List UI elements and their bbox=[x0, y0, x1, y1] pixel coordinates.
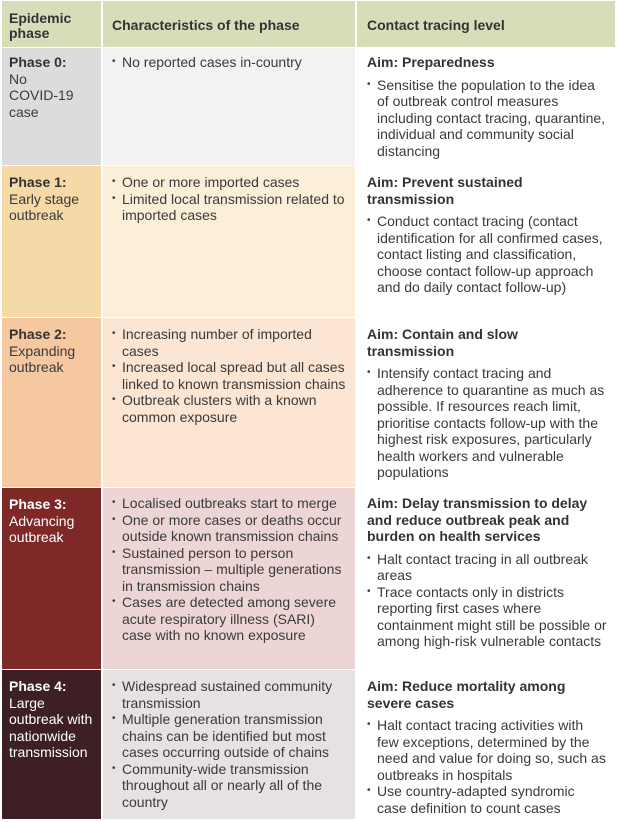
phase-2-tracing bbox=[355, 318, 615, 488]
table-header-row bbox=[2, 1, 615, 48]
phase-1-aim: Aim: Prevent sustained transmission bbox=[367, 174, 523, 207]
list-item: • One or more imported cases bbox=[112, 174, 347, 191]
phase-0-subtitle: No COVID-19 case bbox=[9, 70, 74, 120]
phase-1-title: Phase 1: bbox=[9, 174, 67, 190]
list-item: • Trace contacts only in districts reporting first cases where containment might still be possible or among high-risk vulnerable contacts bbox=[367, 584, 607, 650]
phase-3-cell bbox=[2, 488, 101, 670]
phase-1-tracing bbox=[355, 166, 615, 318]
phase-0-aim: Aim: Preparedness bbox=[367, 54, 495, 70]
list-item: • No reported cases in-country bbox=[112, 54, 347, 71]
contact-tracing-table bbox=[2, 1, 615, 820]
phase-2-cell bbox=[2, 318, 101, 488]
phase-0-title: Phase 0: bbox=[9, 54, 67, 70]
phase-4-cell bbox=[2, 670, 101, 820]
list-item: • Increased local spread but all cases linked to known transmission chains bbox=[112, 359, 347, 392]
phase-2-aim: Aim: Contain and slow transmission bbox=[367, 326, 518, 359]
list-item: • Halt contact tracing activities with few exceptions, determined by the need and value for doing so, such as outbreaks in hospitals bbox=[367, 717, 607, 783]
list-item: • Widespread sustained community transmission bbox=[112, 678, 347, 711]
list-item: • Sustained person to person transmission – multiple generations in transmission chains bbox=[112, 545, 347, 595]
phase-4-characteristics bbox=[101, 670, 355, 820]
phase-0-characteristics bbox=[101, 48, 355, 166]
phase-2-row bbox=[2, 318, 615, 488]
phase-1-characteristics bbox=[101, 166, 355, 318]
phase-0-cell bbox=[2, 48, 101, 166]
phase-0-tracing bbox=[355, 48, 615, 166]
list-item: • Halt contact tracing in all outbreak areas bbox=[367, 551, 607, 584]
phase-4-tracing bbox=[355, 670, 615, 820]
phase-2-characteristics bbox=[101, 318, 355, 488]
header-contact-tracing-level: Contact tracing level bbox=[355, 1, 615, 48]
list-item: • Community-wide transmission throughout all or nearly all of the country bbox=[112, 761, 347, 811]
list-item: • Limited local transmission related to imported cases bbox=[112, 191, 347, 224]
phase-2-title: Phase 2: bbox=[9, 326, 67, 342]
header-epidemic-phase: Epidemic phase bbox=[2, 1, 101, 48]
phase-3-tracing bbox=[355, 488, 615, 670]
phase-3-row bbox=[2, 488, 615, 670]
header-characteristics: Characteristics of the phase bbox=[101, 1, 355, 48]
phase-1-row bbox=[2, 166, 615, 318]
list-item: • Use country-adapted syndromic case definition to count cases bbox=[367, 783, 607, 816]
phase-1-cell bbox=[2, 166, 101, 318]
phase-3-characteristics bbox=[101, 488, 355, 670]
list-item: • Conduct contact tracing (contact identification for all confirmed cases, contact listing and classification, choose contact follow-up approach and do daily contact follow-up) bbox=[367, 213, 607, 296]
phase-1-subtitle: Early stage outbreak bbox=[9, 190, 80, 223]
phase-2-subtitle: Expanding outbreak bbox=[9, 342, 76, 375]
phase-3-subtitle: Advancing outbreak bbox=[9, 512, 75, 545]
phase-4-row bbox=[2, 670, 615, 820]
phase-4-aim: Aim: Reduce mortality among severe cases bbox=[367, 678, 566, 711]
list-item: • Cases are detected among severe acute respiratory illness (SARI) case with no known exposure bbox=[112, 594, 347, 644]
list-item: • Localised outbreaks start to merge bbox=[112, 495, 347, 512]
phase-3-aim: Aim: Delay transmission to delay and reduce outbreak peak and burden on health services bbox=[367, 495, 588, 544]
list-item: • One or more cases or deaths occur outside known transmission chains bbox=[112, 512, 347, 545]
list-item: • Multiple generation transmission chains can be identified but most cases occurring outside of chains bbox=[112, 711, 347, 761]
phase-4-title: Phase 4: bbox=[9, 678, 67, 694]
list-item: • Outbreak clusters with a known common exposure bbox=[112, 392, 347, 425]
phase-0-row bbox=[2, 48, 615, 166]
phase-3-title: Phase 3: bbox=[9, 496, 67, 512]
list-item: • Increasing number of imported cases bbox=[112, 326, 347, 359]
phase-4-subtitle: Large outbreak with nationwide transmission bbox=[9, 694, 93, 760]
list-item: • Intensify contact tracing and adherence to quarantine as much as possible. If resources reach limit, prioritise contacts follow-up with the highest risk exposures, particularly health workers and vulnerable populations bbox=[367, 365, 607, 481]
list-item: • Sensitise the population to the idea of outbreak control measures including contact tracing, quarantine, individual and community social distancing bbox=[367, 77, 607, 160]
